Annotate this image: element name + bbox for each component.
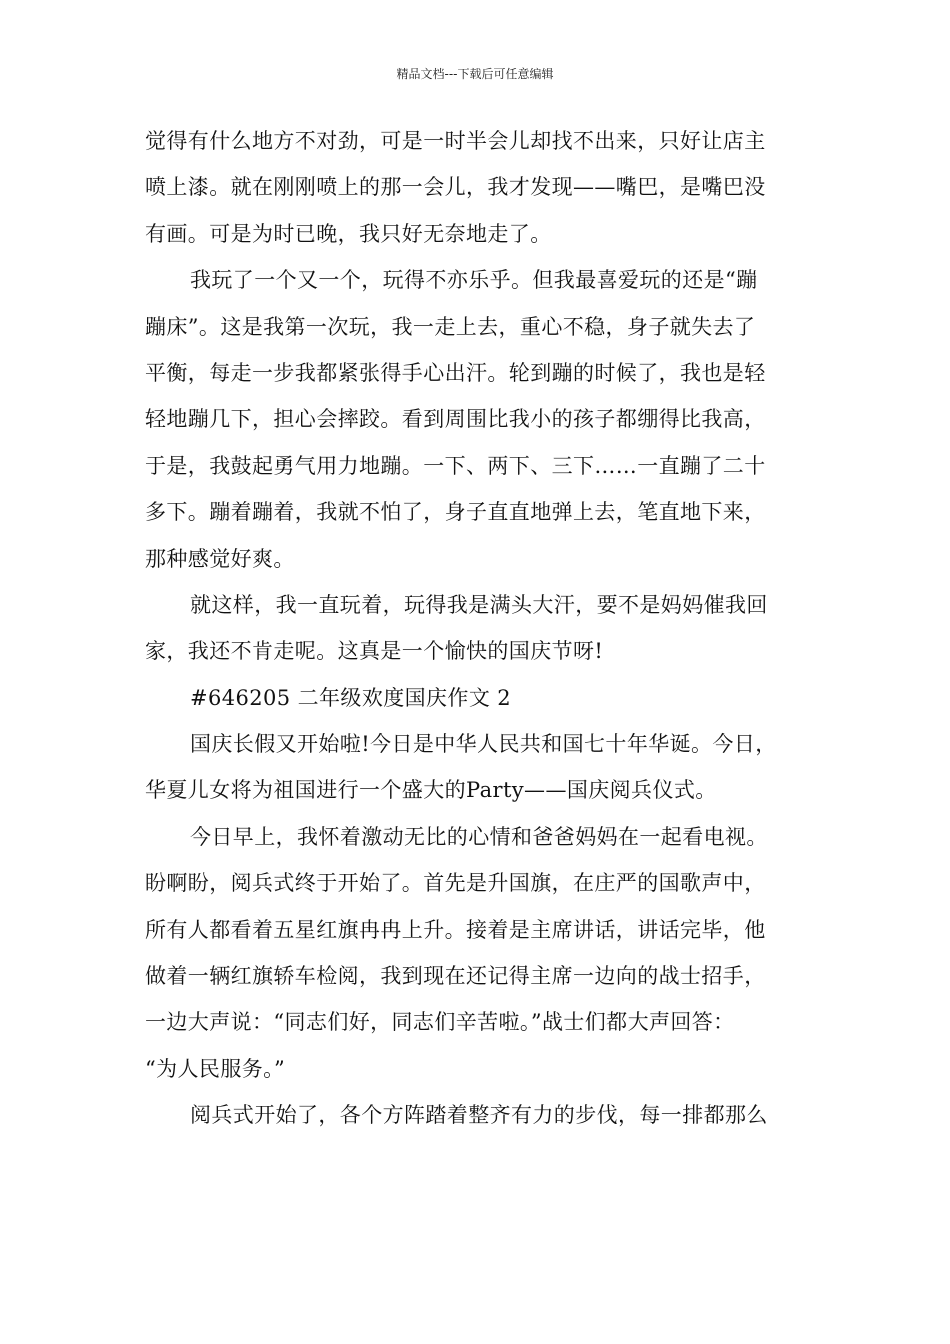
text-line: 蹦床”。这是我第一次玩，我一走上去，重心不稳，身子就失去了: [145, 314, 756, 339]
text-line: 所有人都看着五星红旗冉冉上升。接着是主席讲话，讲话完毕，他: [145, 917, 766, 942]
text-line: 一边大声说：“同志们好，同志们辛苦啦。”战士们都大声回答：: [145, 1010, 735, 1035]
text-line: 阅兵式开始了，各个方阵踏着整齐有力的步伐，每一排都那么: [190, 1103, 768, 1128]
text-line: 轻地蹦几下，担心会摔跤。看到周围比我小的孩子都绷得比我高，: [145, 407, 766, 432]
text-line: 盼啊盼，阅兵式终于开始了。首先是升国旗，在庄严的国歌声中，: [145, 871, 766, 896]
text-line: 多下。蹦着蹦着，我就不怕了，身子直直地弹上去，笔直地下来，: [145, 500, 766, 525]
text-line: 就这样，我一直玩着，玩得我是满头大汗，要不是妈妈催我回: [190, 592, 768, 617]
page-header: 精品文档---下载后可任意编辑: [396, 67, 554, 81]
text-line: 觉得有什么地方不对劲，可是一时半会儿却找不出来，只好让店主: [145, 129, 766, 153]
section-heading: #646205 二年级欢度国庆作文 2: [190, 685, 512, 710]
text-line: 国庆长假又开始啦!今日是中华人民共和国七十年华诞。今日，: [190, 732, 777, 757]
text-line: 那种感觉好爽。: [145, 546, 295, 571]
text-line: 我玩了一个又一个，玩得不亦乐乎。但我最喜爱玩的还是“蹦: [190, 268, 758, 293]
text-line: 今日早上，我怀着激动无比的心情和爸爸妈妈在一起看电视。: [190, 824, 768, 849]
text-line: 于是，我鼓起勇气用力地蹦。一下、两下、三下……一直蹦了二十: [145, 453, 766, 478]
document-body: [145, 128, 807, 1149]
text-line: 家，我还不肯走呢。这真是一个愉快的国庆节呀!: [145, 639, 604, 664]
text-line: 喷上漆。就在刚刚喷上的那一会儿，我才发现——嘴巴，是嘴巴没: [145, 175, 766, 200]
text-line: 华夏儿女将为祖国进行一个盛大的Party——国庆阅兵仪式。: [145, 778, 717, 803]
text-line: 有画。可是为时已晚，我只好无奈地走了。: [145, 221, 552, 246]
text-line: 做着一辆红旗轿车检阅，我到现在还记得主席一边向的战士招手，: [145, 964, 766, 989]
text-line: “为人民服务。”: [145, 1056, 286, 1081]
text-line: 平衡，每走一步我都紧张得手心出汗。轮到蹦的时候了，我也是轻: [145, 360, 766, 385]
